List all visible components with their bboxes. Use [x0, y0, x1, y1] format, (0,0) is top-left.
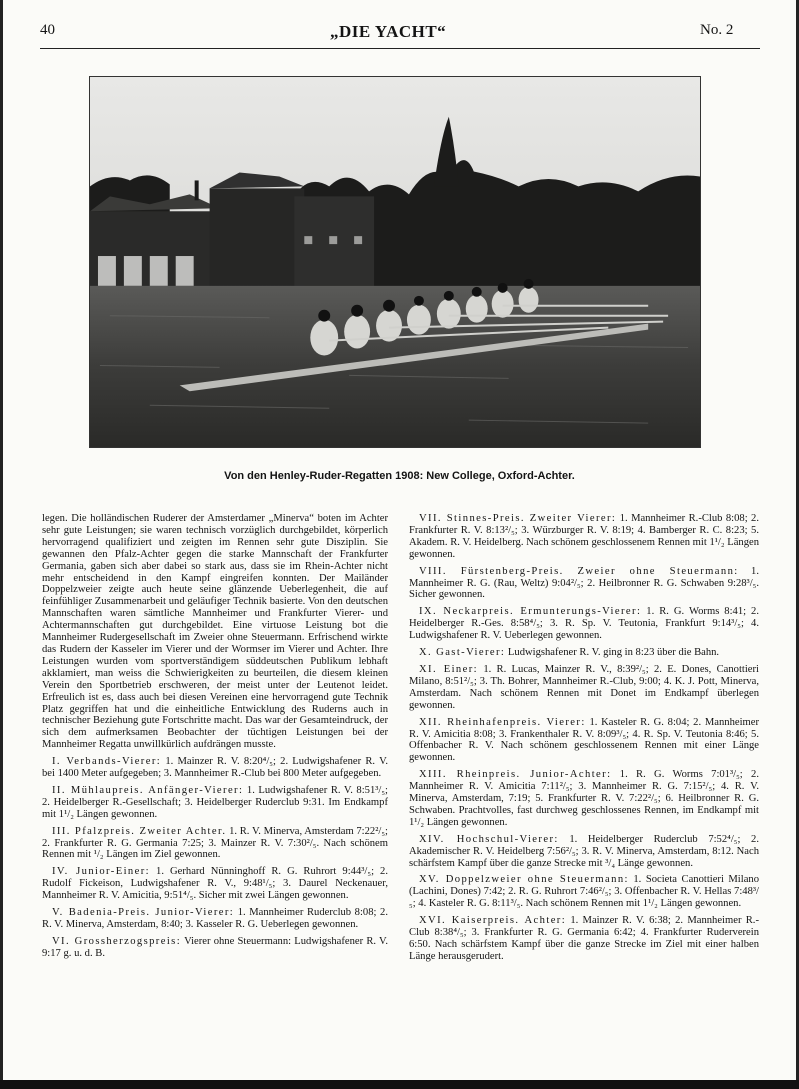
race-body: 1. Ludwigshafener R. V. 8:51³/₅; 2. Heidelberger R.-Gesellschaft; 3. Heidelberger Ruderclub 9:31. Im Endkampf mit 1¹/₂ Längen gewonnen. [42, 784, 388, 820]
race-body: 1. Gerhard Nünninghoff R. G. Ruhrort 9:44³/₅; 2. Rudolf Fickeison, Ludwigshafener R. V., 9:48¹/₅; 3. Daurel Neckenauer, Mannheimer R. V. Amicitia, 9:51⁴/₅. Sicher mit zwei Längen gewonnen. [42, 866, 388, 902]
race-result [42, 826, 388, 862]
race-result [409, 834, 759, 870]
race-title: XVI. Kaiserpreis. Achter: [419, 915, 567, 927]
race-body: Ludwigshafener R. V. ging in 8:23 über die Bahn. [507, 647, 720, 659]
race-body: 1. R. G. Worms 8:41; 2. Heidelberger R.-Ges. 8:58⁴/₅; 3. R. Sp. V. Teutonia, Frankfurt 9:14³/₅; 4. Ludwigshafener R. V. Ueberlegen gewonnen. [409, 606, 759, 642]
race-body: 1. Mannheimer R.-Club 8:08; 2. Frankfurter R. V. 8:13²/₅; 3. Würzburger R. V. 8:19; 4. Bamberger R. C. 8:23; 5. Akadem. R. V. Heidelberg. Nach schönem geschlossenem Rennen mit 1¹/₂ Längen gewonnen. [409, 513, 760, 560]
race-result [409, 606, 759, 642]
right-column [409, 513, 759, 968]
race-body: 1. Societa Canottieri Milano (Lachini, Dones) 7:42; 2. R. G. Ruhrort 7:46²/₅; 3. Offenbacher R. V. Hellas 7:48³/₅; 4. Kasteler R. G. 8:11³/₅. Nach schönem Rennen mit 1¹/₂ Längen gewonnen. [409, 874, 759, 910]
race-result [42, 907, 388, 931]
rowing-photo-illustration [90, 77, 700, 447]
race-title: VII. Stinnes-Preis. Zweiter Vierer: [419, 513, 617, 524]
race-title: IX. Neckarpreis. Ermunterungs-Vierer: [419, 606, 642, 618]
race-result [409, 769, 759, 829]
race-result [409, 874, 759, 910]
header-rule [40, 48, 760, 49]
running-title: „DIE YACHT“ [330, 22, 447, 41]
race-result [42, 756, 388, 780]
race-body: 1. R. Lucas, Mainzer R. V., 8:39²/₅; 2. E. Dones, Canottieri Milano, 8:51²/₅; 3. Th. Bohrer, Mannheimer R.-Club, 9:00; 4. K. J. Pott, Minerva, Amsterdam. Nach schönem Rennen mit Donet im Endkampf überlegen gewonnen. [409, 663, 759, 711]
photo-caption: Von den Henley-Ruder-Regatten 1908: New College, Oxford-Achter. [224, 470, 575, 482]
race-body: 1. Mainzer R. V. 8:20⁴/₅; 2. Ludwigshafener R. V. bei 1400 Meter aufgegeben; 3. Mannheimer R.-Club bei 800 Meter aufgegeben. [42, 756, 389, 780]
race-result [42, 785, 388, 821]
race-body: 1. R. V. Minerva, Amsterdam 7:22²/₅; 2. Frankfurter R. G. Germania 7:25; 3. Mainzer R. V. 7:30²/₅. Nach schönem Rennen mit ¹/₂ Längen im Ziel gewonnen. [42, 825, 388, 861]
henley-regatta-photo [89, 76, 701, 448]
race-body: 1. Mainzer R. V. 6:38; 2. Mannheimer R.-Club 8:38⁴/₅; 3. Frankfurter R. G. Germania 6:42; 4. Frankfurter Ruderverein 6:50. Nach schärfstem Kampf über die ganze Strecke im Ziel mit einer halben Länge herausgerudert. [409, 915, 759, 962]
race-body: 1. R. G. Worms 7:01³/₅; 2. Mannheimer R. V. Amicitia 7:11²/₅; 3. Mannheimer R. G. 7:15²/₅; 4. R. V. Minerva, Amsterdam, 7:19; 5. Frankfurter R. V. 7:22²/₅; 6. Heilbronner R. G. Schwaben. Prachtvolles, fast durchweg geschlossenes Rennen, im Endkampf mit 1¹/₂ Längen gewonnen. [409, 769, 759, 828]
race-body: 1. Kasteler R. G. 8:04; 2. Mannheimer R. V. Amicitia 8:08; 3. Frankenthaler R. V. 8:09³/₅; 4. R. Sp. V. Teutonia 8:46; 5. Offenbacher R. V. Nach schönem geschlossenem Rennen mit einer Länge gewonnen. [409, 716, 759, 764]
race-title: I. Verbands-Vierer: [52, 756, 162, 768]
race-title: XI. Einer: [419, 663, 479, 675]
race-body: Vierer ohne Steuermann: Ludwigshafener R. V. 9:17 g. u. d. B. [42, 935, 388, 959]
scan-edge-bottom [0, 1080, 799, 1089]
race-title: II. Mühlaupreis. Anfänger-Vierer: [52, 784, 244, 796]
race-title: VI. Grossherzogspreis: [52, 935, 182, 947]
race-title: XIV. Hochschul-Vierer: [419, 833, 559, 845]
issue-number: No. 2 [700, 22, 734, 38]
body-paragraph: legen. Die holländischen Ruderer der Amsterdamer „Minerva“ boten im Achter sehr gute Leistungen; sie waren technisch vorzüglich durchgebildet, körperlich hervorragend qualifiziert und zeigten im Rennen sehr gute Disziplin. Sie gewannen den Pfalz-Achter gegen die starke Mannschaft der Frankfurter Germania, gaben sich aber dabei so stark aus, dass sie im Rhein-Achter nicht mehr entscheidend in den Kampf eingreifen konnten. Der Mailänder Doppelzweier zeigte auch heute seine glänzende Ueberlegenheit, die auf feinfühliger Zusammenarbeit und geläufiger Technik basierte. Von den deutschen Mannschaften waren sämtliche Mannheimer und Frankfurter Vierer- und Achtermannschaften gut durchgebildet. Eine virtuose Leistung bot die Mannheimer Rudergesellschaft im Zweier ohne Steuermann. Erfrischend wirkte das Rudern der Kasseler im Vierer und der Wormser im Vierer und Achter. Ihre Leistungen wurden vom sportverständigem süddeutschen Publikum lebhaft akklamiert, man weiss die Schwierigkeiten zu beurteilen, die diesem kleinen Verein den Sportbetrieb erschweren, der meist unter der Leutenot leidet. Erfreulich ist es, dass auch bei diesen Vereinen eine hervorragend gute Technik Platz gegriffen hat und die einheitliche Entwicklung des Ruderns auch in technischer Beziehung gute Fortschritte macht. Das war der Gesamteindruck, der sich dem aufmerksamen Beobachter der tüchtigen Leistungen bei der Mannheimer Regatta unwillkürlich aufdrängen musste. [42, 513, 388, 751]
race-title: XII. Rheinhafenpreis. Vierer: [419, 716, 586, 728]
race-body: 1. Heidelberger Ruderclub 7:52⁴/₅; 2. Akademischer R. V. Heidelberg 7:56²/₅; 3. R. V. Minerva, Amsterdam, 8:12. Nach schärfstem Kampf über die ganze Strecke mit ³/₄ Länge gewonnen. [409, 833, 759, 869]
race-result [409, 717, 759, 765]
race-result [409, 915, 759, 963]
race-result [409, 513, 759, 561]
race-result [409, 566, 759, 602]
left-column [42, 513, 388, 965]
race-title: XIII. Rheinpreis. Junior-Achter: [419, 769, 612, 781]
race-result [409, 664, 759, 712]
race-body: 1. Mannheimer R. G. (Rau, Weltz) 9:04²/₅; 2. Heilbronner R. G. Schwaben 9:28³/₅. Sicher gewonnen. [409, 565, 759, 601]
race-title: VIII. Fürstenberg-Preis. Zweier ohne Steuermann: [419, 565, 739, 577]
race-title: IV. Junior-Einer: [52, 866, 150, 878]
race-result [42, 866, 388, 902]
race-title: III. Pfalzpreis. Zweiter Achter. [52, 825, 227, 837]
race-title: V. Badenia-Preis. Junior-Vierer: [52, 907, 235, 919]
race-title: X. Gast-Vierer: [419, 647, 506, 659]
race-body: 1. Mannheimer Ruderclub 8:08; 2. R. V. Minerva, Amsterdam, 8:40; 3. Kasseler R. G. Ueberlegen gewonnen. [42, 907, 388, 930]
page-number: 40 [40, 22, 55, 38]
race-result [42, 936, 388, 960]
race-title: XV. Doppelzweier ohne Steuermann: [419, 874, 629, 886]
scan-edge-left [0, 0, 3, 1089]
race-result [409, 647, 759, 659]
